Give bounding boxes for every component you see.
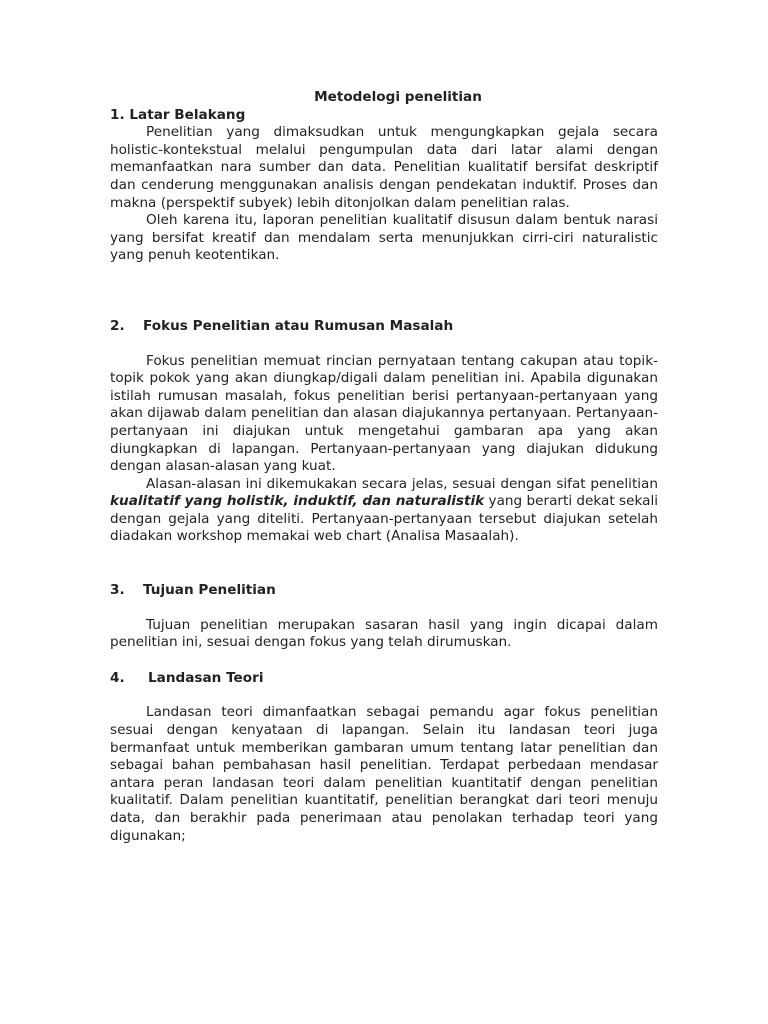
- section-1-paragraph-1: Penelitian yang dimaksudkan untuk mengungkapkan gejala secara holistic-kontekstual melalui pengumpulan data dari latar alami dengan memanfaatkan nara sumber dan data. Penelitian kualitatif bersifat deskriptif dan cenderung menggunakan analisis dengan pendekatan induktif. Proses dan makna (perspektif subyek) lebih ditonjolkan dalam penelitian ralas.: [110, 124, 658, 211]
- section-2-heading: [110, 318, 658, 336]
- section-2-title: Fokus Penelitian atau Rumusan Masalah: [143, 317, 454, 334]
- section-4-heading: [110, 670, 658, 688]
- section-2-paragraph-1: Fokus penelitian memuat rincian pernyataan tentang cakupan atau topik-topik pokok yang akan diungkap/digali dalam penelitian ini. Apabila digunakan istilah rumusan masalah, fokus penelitian berisi pertanyaan-pertanyaan yang akan dijawab dalam penelitian dan alasan diajukannya pertanyaan. Pertanyaan-pertanyaan ini diajukan untuk mengetahui gambaran apa yang akan diungkapkan di lapangan. Pertanyaan-pertanyaan yang diajukan didukung dengan alasan-alasan yang kuat.: [110, 352, 658, 475]
- section-2-paragraph-2: [110, 476, 658, 546]
- section-3-paragraph-1: Tujuan penelitian merupakan sasaran hasil yang ingin dicapai dalam penelitian ini, sesuai dengan fokus yang telah dirumuskan.: [110, 616, 658, 651]
- section-4-number: 4.: [110, 669, 125, 686]
- section-4-title: Landasan Teori: [148, 669, 264, 686]
- document-title: Metodelogi penelitian: [314, 89, 482, 105]
- section-3-title: Tujuan Penelitian: [143, 582, 276, 599]
- section-1-paragraph-2: Oleh karena itu, laporan penelitian kualitatif disusun dalam bentuk narasi yang bersifat kreatif dan mendalam serta menunjukkan cirri-ciri naturalistic yang penuh keotentikan.: [110, 212, 658, 264]
- para-text: yang berarti dekat sekali dengan gejala yang diteliti. Pertanyaan-pertanyaan tersebut diajukan setelah diadakan workshop memakai web chart (Analisa Masaalah).: [110, 493, 658, 545]
- section-1-heading: 1. Latar Belakang: [110, 106, 246, 123]
- section-2-number: 2.: [110, 317, 125, 334]
- emphasized-text: kualitatif yang holistik, induktif, dan naturalistik: [110, 493, 485, 510]
- section-3-heading: [110, 582, 658, 600]
- section-3-number: 3.: [110, 582, 125, 599]
- para-text: Alasan-alasan ini dikemukakan secara jelas, sesuai dengan sifat penelitian: [146, 475, 658, 492]
- section-4-paragraph-1: Landasan teori dimanfaatkan sebagai pemandu agar fokus penelitian sesuai dengan kenyataan di lapangan. Selain itu landasan teori juga bermanfaat untuk memberikan gambaran umum tentang latar penelitian dan sebagai bahan pembahasan hasil penelitian. Terdapat perbedaan mendasar antara peran landasan teori dalam penelitian kuantitatif dengan penelitian kualitatif. Dalam penelitian kuantitatif, penelitian berangkat dari teori menuju data, dan berakhir pada penerimaan atau penolakan terhadap teori yang digunakan;: [110, 704, 658, 844]
- document-page: [110, 89, 658, 845]
